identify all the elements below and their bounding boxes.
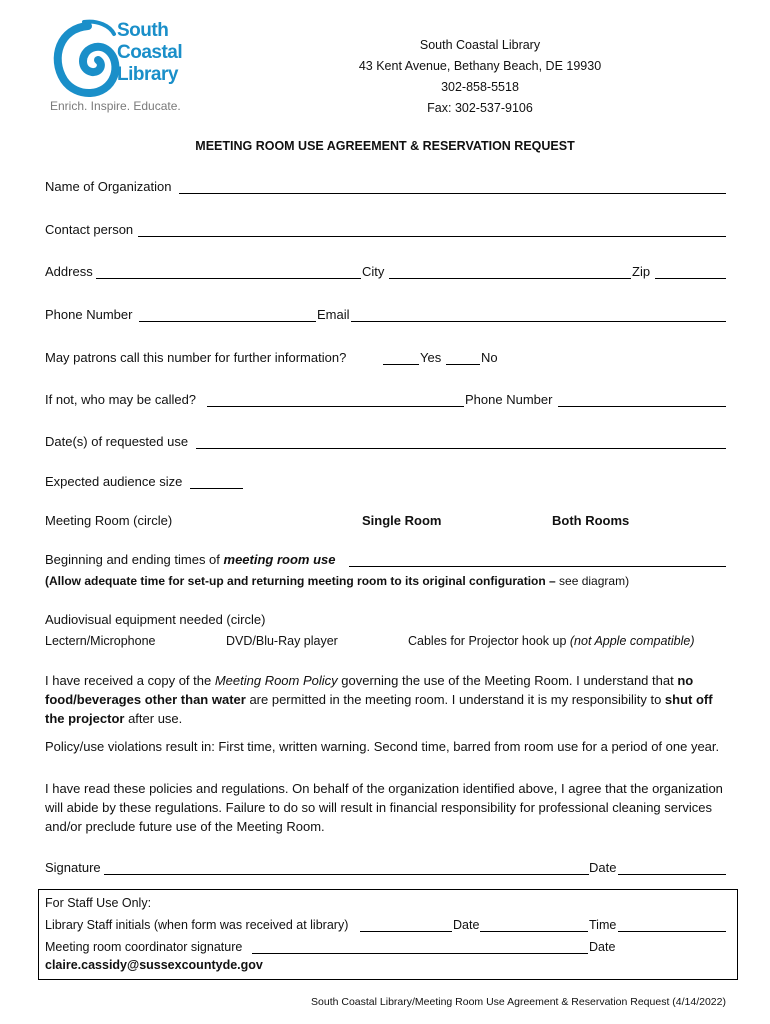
phone-field[interactable]: [139, 321, 316, 322]
alternate-contact-label: If not, who may be called?: [45, 392, 197, 407]
coordinator-date-label: Date: [589, 940, 616, 954]
address-label: Address: [45, 264, 93, 279]
agreement-paragraph: I have read these policies and regulations. On behalf of the organization identified above, I agree that the organization will abide by these regulations. Failure to do so will result in financial responsibility for professional cleaning services and/or preclude future use of the Meeting Room.: [45, 781, 723, 834]
single-room-option[interactable]: Single Room: [362, 513, 442, 528]
both-rooms-option[interactable]: Both Rooms: [552, 513, 630, 528]
organization-label: Name of Organization: [45, 179, 172, 194]
staff-date-label: Date: [453, 918, 480, 932]
times-label: [45, 552, 335, 567]
audience-field[interactable]: [190, 488, 243, 489]
signature-date-field[interactable]: [618, 874, 726, 875]
dates-label: Date(s) of requested use: [45, 434, 189, 449]
dates-field[interactable]: [196, 448, 726, 449]
email-label: Email: [317, 307, 350, 322]
page-footer: South Coastal Library/Meeting Room Use Agreement & Reservation Request (4/14/2022): [311, 996, 726, 1008]
library-name: South Coastal Library: [419, 38, 541, 52]
no-label: No: [481, 350, 498, 365]
address-field[interactable]: [96, 278, 361, 279]
phone-label: Phone Number: [45, 307, 133, 322]
policy-text-4: no food/beverages other than water: [45, 673, 694, 707]
library-address: 43 Kent Avenue, Bethany Beach, DE 19930: [358, 59, 602, 73]
signature-field[interactable]: [104, 874, 589, 875]
yes-label: Yes: [420, 350, 442, 365]
organization-field[interactable]: [179, 193, 726, 194]
staff-initials-label: Library Staff initials (when form was received at library): [45, 918, 349, 932]
staff-initials-field[interactable]: [360, 931, 452, 932]
zip-label: Zip: [632, 264, 651, 279]
meeting-room-label: Meeting Room (circle): [45, 513, 173, 528]
patrons-call-label: May patrons call this number for further information?: [45, 350, 347, 365]
staff-date-field[interactable]: [480, 931, 588, 932]
coordinator-email: claire.cassidy@sussexcountyde.gov: [45, 958, 263, 972]
cables-option-text: Cables for Projector hook up: [408, 634, 570, 648]
policy-text-6: shut off the projector: [45, 692, 713, 726]
dvd-option[interactable]: DVD/Blu-Ray player: [226, 634, 338, 648]
staff-time-label: Time: [589, 918, 617, 932]
library-fax: Fax: 302-537-9106: [427, 101, 533, 115]
cables-option-note: (not Apple compatible): [569, 634, 695, 648]
policy-text-3: governing the use of the Meeting Room. I understand that: [337, 673, 678, 688]
policy-paragraph: [45, 671, 735, 728]
email-field[interactable]: [351, 321, 726, 322]
city-label: City: [362, 264, 385, 279]
city-field[interactable]: [389, 278, 631, 279]
violations-paragraph: Policy/use violations result in: First time, written warning. Second time, barred from room use for a period of one year.: [45, 739, 720, 754]
no-blank[interactable]: [446, 364, 480, 365]
alternate-contact-field[interactable]: [207, 406, 464, 407]
cables-option[interactable]: [408, 634, 695, 648]
yes-blank[interactable]: [383, 364, 419, 365]
times-label-text: Beginning and ending times of: [45, 552, 224, 567]
coordinator-field[interactable]: [252, 953, 588, 954]
setup-note-rest: see diagram): [555, 574, 630, 588]
contact-field[interactable]: [138, 236, 726, 237]
contact-label: Contact person: [45, 222, 134, 237]
policy-text-5: are permitted in the meeting room. I understand it is my responsibility to: [245, 692, 665, 707]
policy-text-1: I have received a copy of the: [45, 673, 215, 688]
alternate-phone-label: Phone Number: [465, 392, 553, 407]
setup-note: [45, 574, 629, 588]
audience-label: Expected audience size: [45, 474, 183, 489]
policy-text-2: Meeting Room Policy: [214, 673, 338, 688]
form-title: MEETING ROOM USE AGREEMENT & RESERVATION REQUEST: [195, 139, 575, 153]
times-label-emphasis: meeting room use: [223, 552, 336, 567]
av-label: Audiovisual equipment needed (circle): [45, 612, 266, 627]
policy-text-7: after use.: [124, 711, 183, 726]
staff-time-field[interactable]: [618, 931, 726, 932]
alternate-phone-field[interactable]: [558, 406, 726, 407]
times-field[interactable]: [349, 566, 726, 567]
staff-heading: For Staff Use Only:: [45, 896, 152, 910]
zip-field[interactable]: [655, 278, 726, 279]
lectern-option[interactable]: Lectern/Microphone: [45, 634, 156, 648]
logo-tagline: Enrich. Inspire. Educate.: [50, 99, 181, 113]
signature-date-label: Date: [589, 860, 617, 875]
library-phone: 302-858-5518: [441, 80, 519, 94]
signature-label: Signature: [45, 860, 101, 875]
coordinator-label: Meeting room coordinator signature: [45, 940, 243, 954]
logo-wordmark: South Coastal Library: [117, 20, 183, 85]
setup-note-bold: (Allow adequate time for set-up and returning meeting room to its original configuration –: [45, 574, 556, 588]
